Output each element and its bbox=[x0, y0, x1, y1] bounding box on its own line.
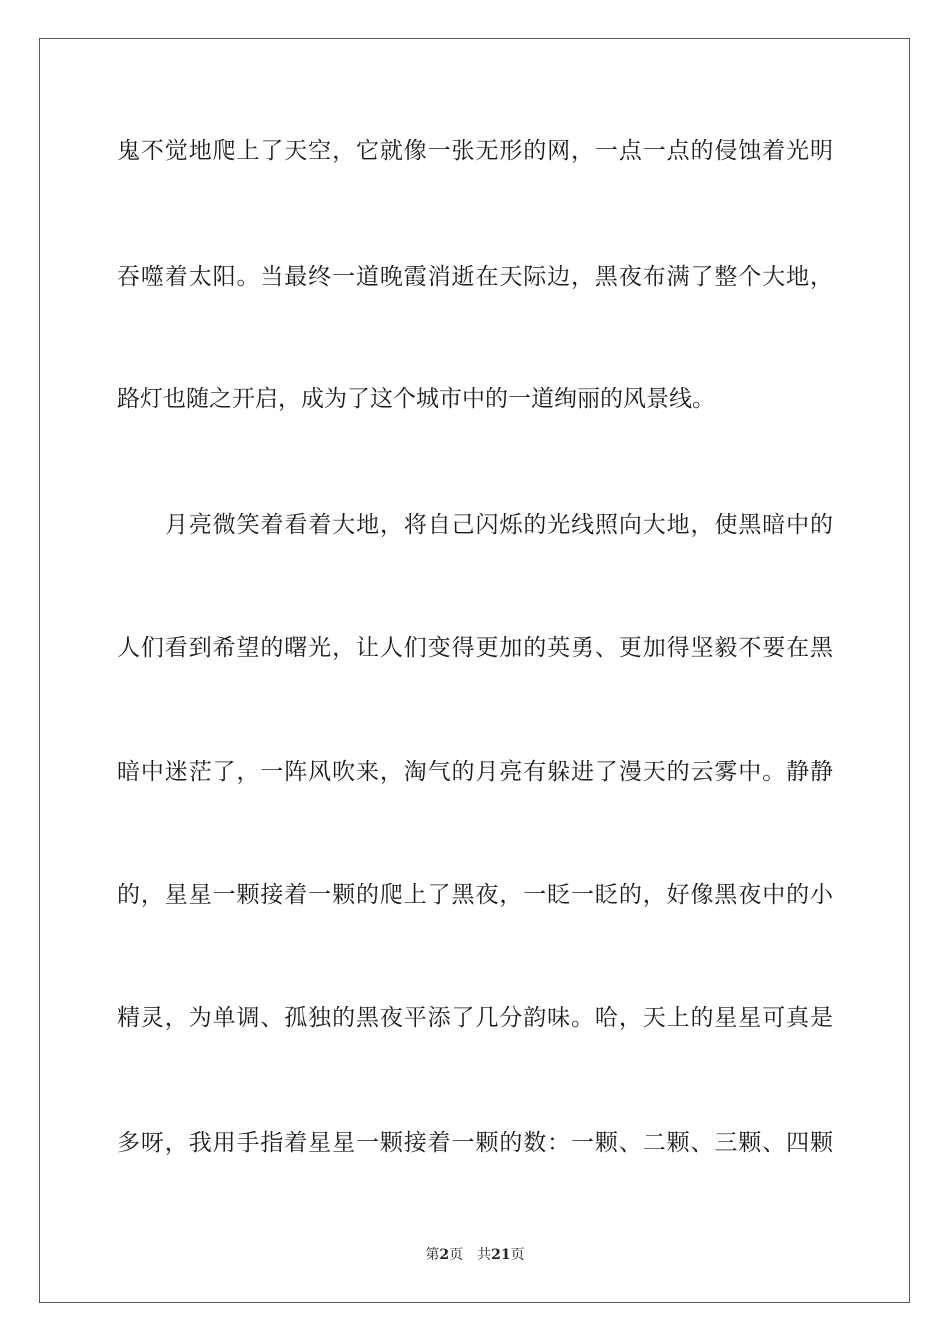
current-page-number: 2 bbox=[439, 1247, 450, 1263]
total-prefix: 共 bbox=[477, 1247, 492, 1263]
text-line-3: 路灯也随之开启，成为了这个城市中的一道绚丽的风景线。 bbox=[117, 386, 715, 412]
total-page-count: 21 bbox=[491, 1247, 511, 1263]
text-line-7: 的，星星一颗接着一颗的爬上了黑夜，一眨一眨的，好像黑夜中的小 bbox=[117, 882, 833, 908]
text-line-9: 多呀，我用手指着星星一颗接着一颗的数：一颗、二颗、三颗、四颗 bbox=[117, 1130, 833, 1156]
text-line-5: 人们看到希望的曙光，让人们变得更加的英勇、更加得坚毅不要在黑 bbox=[117, 635, 833, 661]
text-line-1: 鬼不觉地爬上了天空，它就像一张无形的网，一点一点的侵蚀着光明 bbox=[117, 138, 833, 164]
text-line-2: 吞噬着太阳。当最终一道晚霞消逝在天际边，黑夜布满了整个大地， bbox=[117, 264, 833, 290]
total-suffix: 页 bbox=[510, 1247, 525, 1263]
page-suffix: 页 bbox=[449, 1247, 464, 1263]
text-line-4: 月亮微笑着看着大地，将自己闪烁的光线照向大地，使黑暗中的 bbox=[165, 512, 833, 538]
page-prefix: 第 bbox=[425, 1247, 440, 1263]
text-line-6: 暗中迷茫了，一阵风吹来，淘气的月亮有躲进了漫天的云雾中。静静 bbox=[117, 759, 833, 785]
page-footer bbox=[0, 1245, 950, 1265]
page-border bbox=[39, 38, 910, 1303]
text-line-8: 精灵，为单调、孤独的黑夜平添了几分韵味。哈，天上的星星可真是 bbox=[117, 1005, 833, 1031]
